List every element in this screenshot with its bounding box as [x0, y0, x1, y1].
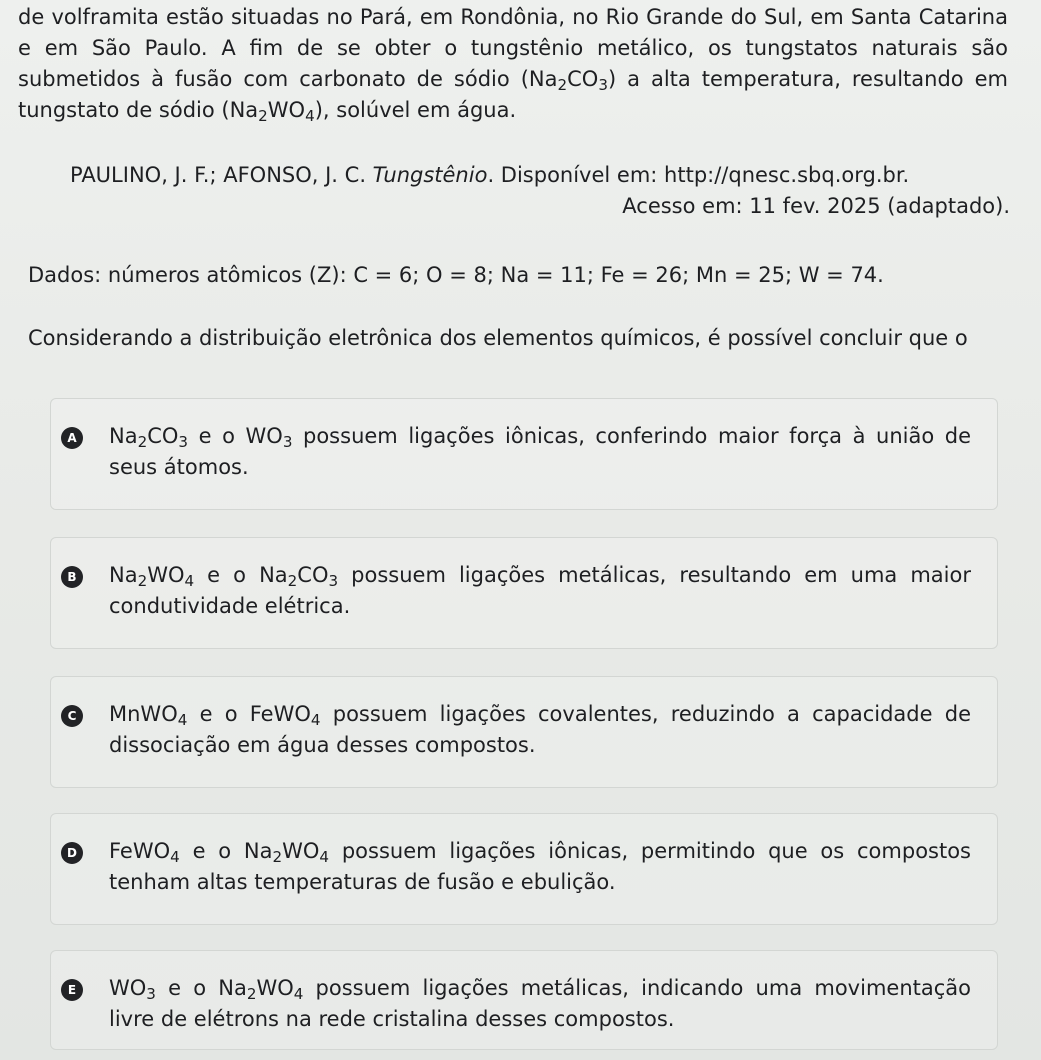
compound-2b: WO — [282, 839, 320, 863]
formula-subscript: 3 — [598, 75, 608, 94]
option-text — [109, 421, 971, 483]
option-text — [109, 973, 971, 1035]
formula-subscript: 3 — [328, 571, 339, 590]
option-d[interactable] — [50, 813, 998, 925]
citation-source: . Disponível em: http://qnesc.sbq.org.br. — [487, 163, 910, 187]
option-letter-badge: E — [61, 979, 83, 1001]
formula-subscript: 3 — [146, 984, 156, 1003]
formula-subscript: 4 — [177, 710, 188, 729]
formula-subscript: 4 — [305, 106, 315, 125]
formula-na2co3-part-b: CO — [567, 67, 599, 91]
formula-subscript: 2 — [287, 571, 298, 590]
connector: e o — [187, 702, 250, 726]
option-c[interactable] — [50, 676, 998, 788]
option-text — [109, 699, 971, 761]
option-text — [109, 836, 971, 898]
formula-na2wo4-part-b: WO — [267, 98, 306, 122]
citation-authors: PAULINO, J. F.; AFONSO, J. C. — [70, 163, 373, 187]
formula-na2co3-part-a: Na — [528, 67, 558, 91]
compound-2: Na — [259, 563, 288, 587]
option-a[interactable] — [50, 398, 998, 510]
compound-2b: CO — [297, 563, 329, 587]
formula-subscript: 4 — [310, 710, 321, 729]
formula-subscript: 4 — [170, 847, 180, 866]
option-statement: possuem ligações covalentes, reduzindo a capacidade de dissociação em água desses compostos. — [109, 702, 971, 757]
option-b[interactable] — [50, 537, 998, 649]
formula-subscript: 2 — [258, 106, 268, 125]
connector: e o — [179, 839, 244, 863]
option-statement: possuem ligações metálicas, indicando uma movimentação livre de elétrons na rede cristalina desses compostos. — [109, 976, 971, 1031]
formula-subscript: 2 — [246, 984, 257, 1003]
compound-2: Na — [218, 976, 247, 1000]
option-text — [109, 560, 971, 622]
formula-subscript: 2 — [272, 847, 283, 866]
question-stem: Considerando a distribuição eletrônica dos elementos químicos, é possível concluir que o — [28, 326, 968, 350]
compound-1: Na — [109, 424, 138, 448]
compound-1b: CO — [147, 424, 179, 448]
option-statement: possuem ligações metálicas, resultando em uma maior condutividade elétrica. — [109, 563, 971, 618]
formula-subscript: 4 — [293, 984, 304, 1003]
formula-subscript: 3 — [282, 432, 293, 451]
formula-na2wo4-part-a: Na — [229, 98, 259, 122]
citation — [70, 160, 1010, 222]
option-statement: possuem ligações iônicas, conferindo maior força à união de seus átomos. — [109, 424, 971, 479]
citation-title: Tungstênio — [372, 163, 488, 187]
connector: e o — [155, 976, 219, 1000]
formula-subscript: 2 — [137, 432, 148, 451]
connector: e o — [188, 424, 246, 448]
formula-subscript: 4 — [319, 847, 330, 866]
compound-1: MnWO — [109, 702, 178, 726]
intro-text-1: de volframita estão situadas no Pará, em Rondônia, no Rio Grande do Sul, em Santa Catarina e em São Paulo. A fim de se obter o tungstênio metálico, os tungstatos naturais são submetidos à fusão com carbonato de sódio ( — [18, 5, 1008, 91]
compound-1: FeWO — [109, 839, 171, 863]
compound-2: FeWO — [249, 702, 311, 726]
option-letter-badge: C — [61, 705, 83, 727]
option-statement: possuem ligações iônicas, permitindo que os compostos tenham altas temperaturas de fusão e ebulição. — [109, 839, 972, 894]
option-letter-badge: A — [61, 427, 83, 449]
intro-text-3: ), solúvel em água. — [314, 98, 517, 122]
compound-2: WO — [245, 424, 283, 448]
compound-2b: WO — [256, 976, 294, 1000]
connector: e o — [194, 563, 260, 587]
citation-access-date: Acesso em: 11 fev. 2025 (adaptado). — [622, 194, 1010, 218]
option-e[interactable] — [50, 950, 998, 1050]
option-letter-badge: D — [61, 842, 83, 864]
atomic-numbers-data: Dados: números atômicos (Z): C = 6; O = 8; Na = 11; Fe = 26; Mn = 25; W = 74. — [28, 263, 884, 287]
formula-subscript: 3 — [178, 432, 189, 451]
compound-1: WO — [109, 976, 147, 1000]
compound-2: Na — [243, 839, 273, 863]
option-letter-badge: B — [61, 566, 83, 588]
compound-1b: WO — [147, 563, 185, 587]
formula-subscript: 2 — [137, 571, 148, 590]
intro-text-2: ) a alta temperatura, resultando em tungstato de sódio ( — [18, 67, 1008, 122]
intro-paragraph — [18, 2, 1008, 126]
formula-subscript: 2 — [557, 75, 568, 94]
compound-1: Na — [109, 563, 138, 587]
formula-subscript: 4 — [184, 571, 195, 590]
